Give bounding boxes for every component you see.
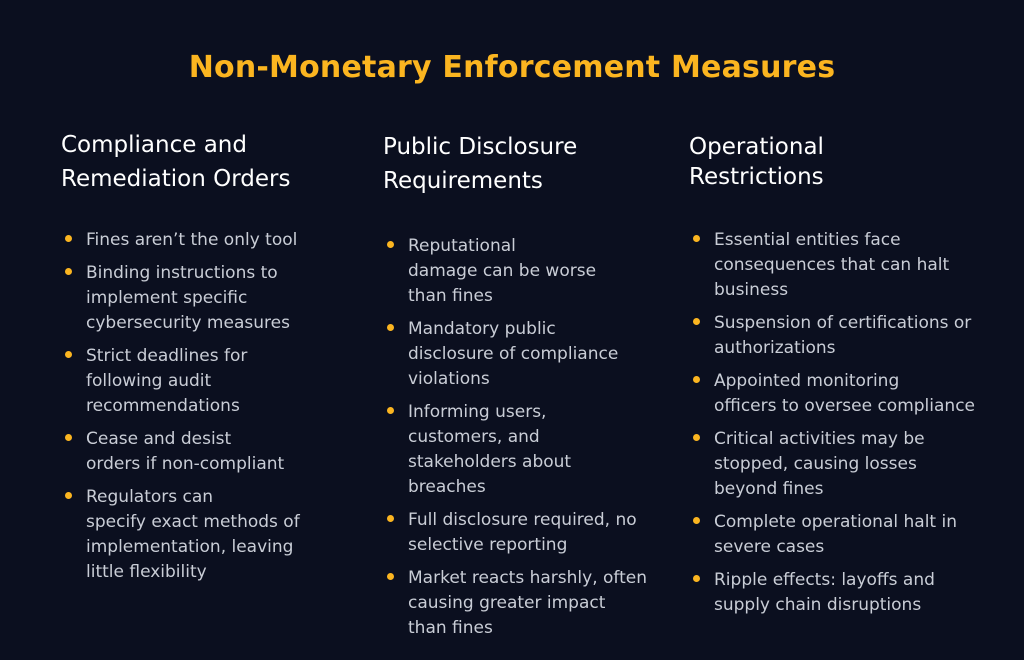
list-item bbox=[689, 369, 989, 419]
list-item bbox=[383, 317, 673, 392]
list-item bbox=[61, 261, 351, 336]
list-item-text: Strict deadlines for following audit recommendations bbox=[86, 346, 248, 416]
list-item bbox=[689, 228, 989, 303]
bullet-dot-icon bbox=[693, 575, 700, 582]
list-item-text: Cease and desist orders if non-compliant bbox=[86, 429, 285, 474]
list-item bbox=[61, 427, 351, 477]
column-heading: Compliance and Remediation Orders bbox=[61, 132, 291, 192]
list-item-text: Mandatory public disclosure of compliance violations bbox=[408, 319, 619, 389]
list-item-text: Full disclosure required, no selective reporting bbox=[408, 510, 637, 555]
list-item-text: Reputational damage can be worse than fines bbox=[408, 236, 597, 306]
list-item bbox=[689, 427, 989, 502]
list-item-text: Ripple effects: layoffs and supply chain disruptions bbox=[714, 570, 935, 615]
list-item-text: Appointed monitoring officers to oversee compliance bbox=[714, 371, 975, 416]
page-title: Non-Monetary Enforcement Measures bbox=[188, 50, 836, 85]
bullet-dot-icon bbox=[65, 235, 72, 242]
bullet-dot-icon bbox=[693, 376, 700, 383]
bullet-dot-icon bbox=[693, 434, 700, 441]
list-item bbox=[383, 508, 673, 558]
bullet-dot-icon bbox=[387, 241, 394, 248]
list-item-text: Critical activities may be stopped, causing losses beyond fines bbox=[714, 429, 925, 499]
bullet-list bbox=[61, 228, 351, 585]
bullet-dot-icon bbox=[387, 515, 394, 522]
bullet-dot-icon bbox=[387, 407, 394, 414]
list-item bbox=[689, 568, 989, 618]
list-item bbox=[689, 510, 989, 560]
list-item bbox=[383, 400, 673, 500]
bullet-list bbox=[689, 228, 989, 618]
bullet-dot-icon bbox=[387, 573, 394, 580]
list-item-text: Suspension of certifications or authorizations bbox=[714, 313, 972, 358]
bullet-dot-icon bbox=[693, 517, 700, 524]
bullet-dot-icon bbox=[65, 434, 72, 441]
column-compliance-remediation bbox=[61, 128, 351, 593]
column-operational-restrictions bbox=[689, 132, 989, 626]
bullet-dot-icon bbox=[387, 324, 394, 331]
list-item bbox=[61, 485, 351, 585]
bullet-dot-icon bbox=[65, 351, 72, 358]
bullet-dot-icon bbox=[65, 268, 72, 275]
bullet-list bbox=[383, 234, 673, 641]
column-heading: Operational Restrictions bbox=[689, 134, 824, 190]
list-item bbox=[383, 234, 673, 309]
list-item bbox=[61, 228, 351, 253]
bullet-dot-icon bbox=[693, 318, 700, 325]
list-item-text: Essential entities face consequences that can halt business bbox=[714, 230, 950, 300]
list-item bbox=[383, 566, 673, 641]
bullet-dot-icon bbox=[65, 492, 72, 499]
list-item-text: Market reacts harshly, often causing greater impact than fines bbox=[408, 568, 647, 638]
list-item-text: Complete operational halt in severe cases bbox=[714, 512, 957, 557]
list-item-text: Regulators can specify exact methods of implementation, leaving little flexibility bbox=[86, 487, 300, 582]
list-item bbox=[61, 344, 351, 419]
bullet-dot-icon bbox=[693, 235, 700, 242]
column-public-disclosure bbox=[383, 130, 673, 649]
column-heading: Public Disclosure Requirements bbox=[383, 134, 578, 194]
list-item-text: Fines aren’t the only tool bbox=[86, 230, 298, 250]
list-item-text: Informing users, customers, and stakeholders about breaches bbox=[408, 402, 572, 497]
list-item bbox=[689, 311, 989, 361]
list-item-text: Binding instructions to implement specific cybersecurity measures bbox=[86, 263, 290, 333]
